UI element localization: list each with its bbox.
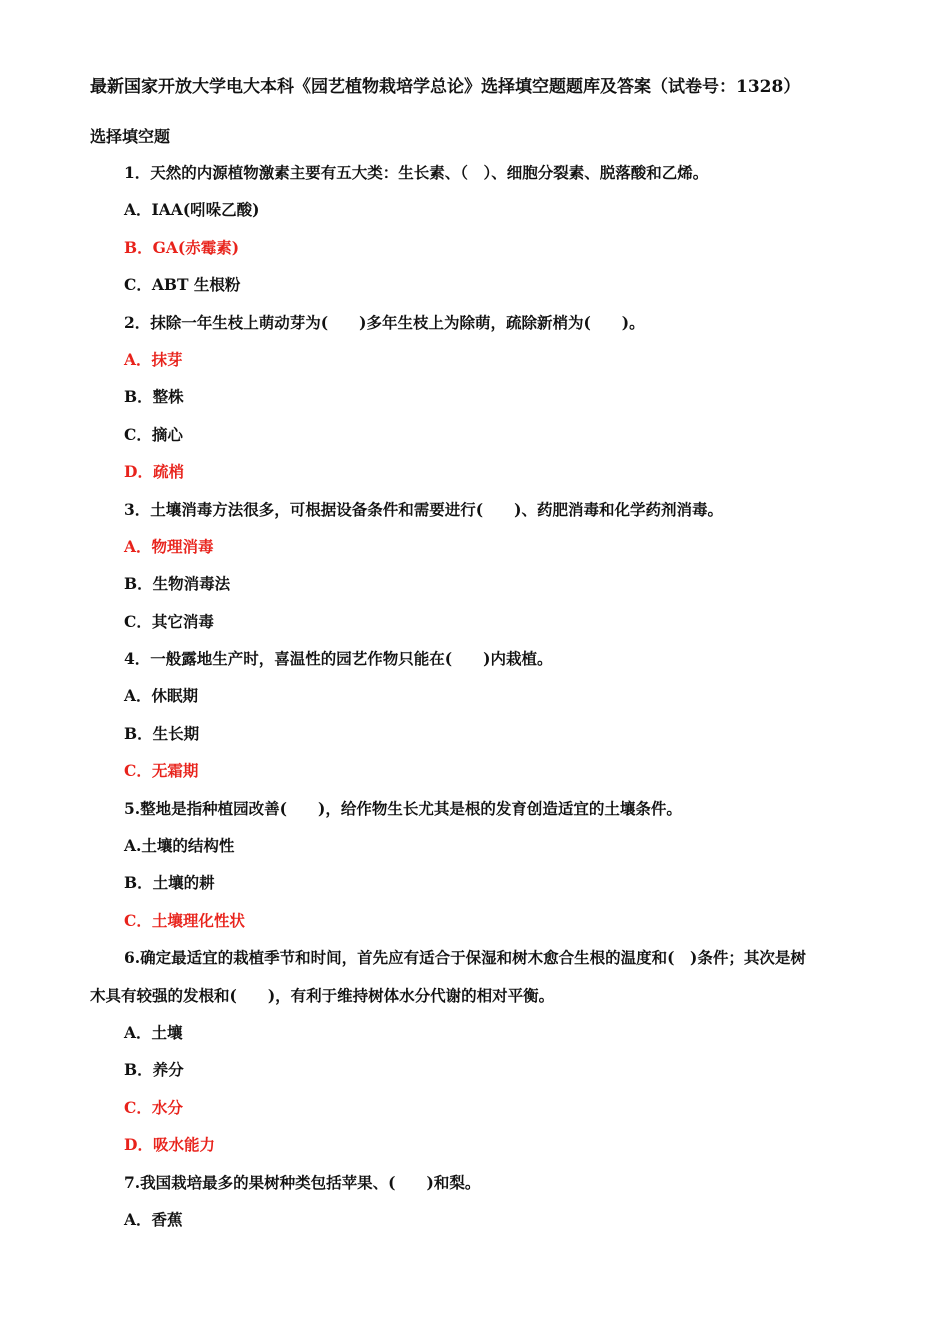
option-text: C．ABT 生根粉	[124, 275, 241, 295]
question-stem: 6.确定最适宜的栽植季节和时间，首先应有适合于保湿和树木愈合生根的温度和( )条件；其次是树	[124, 948, 806, 968]
option-text: A．IAA(吲哚乙酸)	[124, 200, 260, 220]
option-text-correct: B．GA(赤霉素)	[124, 237, 240, 257]
question-stem: 7.我国栽培最多的果树种类包括苹果、( )和梨。	[124, 1172, 481, 1192]
option-text: C．其它消毒	[124, 611, 214, 631]
option-text-correct: C．无霜期	[124, 761, 199, 781]
option-text: A．休眠期	[124, 686, 199, 706]
option-text: B．生长期	[124, 723, 200, 743]
option-text: B．养分	[124, 1060, 184, 1080]
question-stem: 5.整地是指种植园改善( )，给作物生长尤其是根的发育创造适宜的土壤条件。	[124, 798, 682, 818]
question-stem: 3．土壤消毒方法很多，可根据设备条件和需要进行( )、药肥消毒和化学药剂消毒。	[124, 499, 723, 519]
option-text: A．土壤	[124, 1022, 183, 1042]
question-stem-continued: 木具有较强的发根和( )，有利于维持树体水分代谢的相对平衡。	[90, 985, 555, 1005]
option-text: C．摘心	[124, 424, 183, 444]
question-stem: 4．一般露地生产时，喜温性的园艺作物只能在( )内栽植。	[124, 649, 553, 669]
question-stem: 2．抹除一年生枝上萌动芽为( )多年生枝上为除萌，疏除新梢为( )。	[124, 312, 645, 332]
question-stem: 1．天然的内源植物激素主要有五大类：生长素、（ ）、细胞分裂素、脱落酸和乙烯。	[124, 163, 709, 182]
option-text-correct: C．土壤理化性状	[124, 910, 245, 930]
option-text: B．整株	[124, 387, 184, 407]
question-list	[90, 160, 870, 1244]
option-text-correct: D．吸水能力	[124, 1135, 215, 1155]
document-title: 最新国家开放大学电大本科《园艺植物栽培学总论》选择填空题题库及答案（试卷号：1328）	[90, 77, 801, 97]
option-text: A.土壤的结构性	[124, 836, 235, 856]
option-text-correct: D．疏梢	[124, 462, 184, 482]
option-text: A．香蕉	[124, 1209, 183, 1229]
option-text-correct: C．水分	[124, 1097, 183, 1117]
option-text-correct: A．抹芽	[124, 349, 183, 369]
option-text: B．土壤的耕	[124, 873, 215, 893]
option-text-correct: A．物理消毒	[124, 536, 214, 556]
option-text: B．生物消毒法	[124, 574, 231, 594]
section-heading: 选择填空题	[90, 127, 171, 146]
